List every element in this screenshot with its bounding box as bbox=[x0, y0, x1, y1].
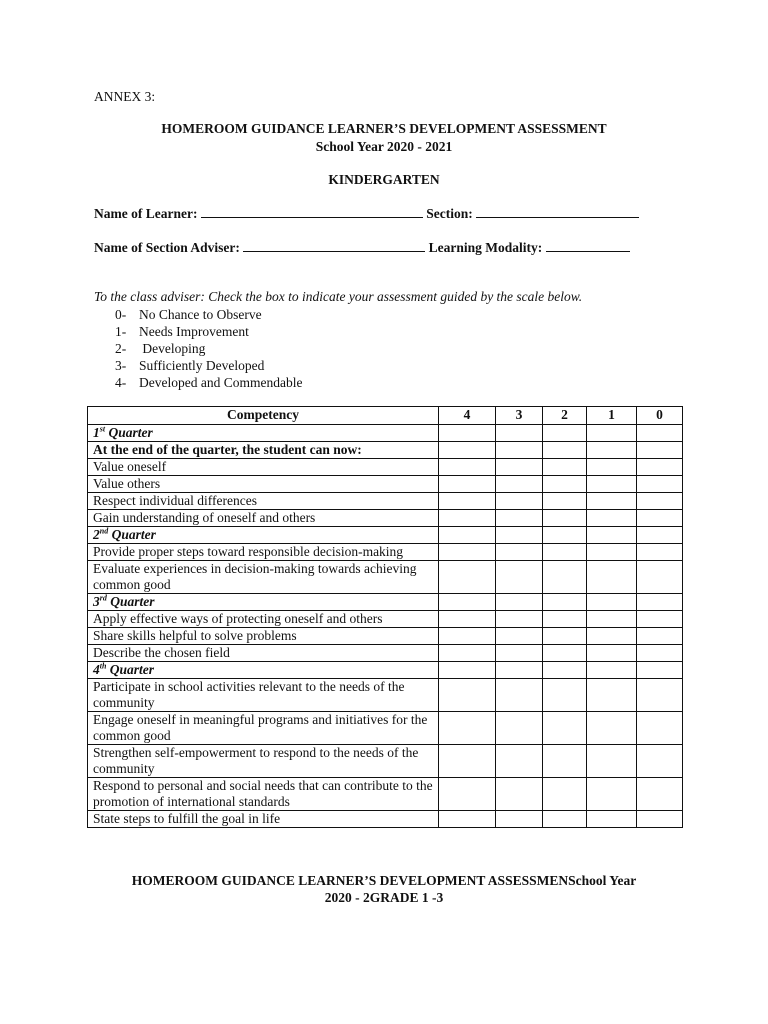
checkbox-cell-4[interactable] bbox=[439, 544, 496, 561]
checkbox-cell-3 bbox=[496, 527, 543, 544]
footer-title-line1: HOMEROOM GUIDANCE LEARNER’S DEVELOPMENT ASSESSMENSchool Year bbox=[131, 873, 637, 888]
checkbox-cell-2[interactable] bbox=[543, 493, 587, 510]
quarter-heading bbox=[88, 527, 439, 544]
checkbox-cell-0 bbox=[637, 442, 683, 459]
scale-label: Developing bbox=[139, 341, 206, 356]
checkbox-cell-3[interactable] bbox=[496, 544, 543, 561]
table-row bbox=[88, 679, 683, 712]
quarter-heading bbox=[88, 425, 439, 442]
checkbox-cell-0 bbox=[637, 425, 683, 442]
checkbox-cell-1[interactable] bbox=[587, 679, 637, 712]
checkbox-cell-1[interactable] bbox=[587, 611, 637, 628]
scale-label: No Chance to Observe bbox=[139, 307, 262, 322]
table-row bbox=[88, 645, 683, 662]
checkbox-cell-3 bbox=[496, 594, 543, 611]
checkbox-cell-0[interactable] bbox=[637, 611, 683, 628]
checkbox-cell-3[interactable] bbox=[496, 745, 543, 778]
checkbox-cell-2[interactable] bbox=[543, 679, 587, 712]
rating-scale-list bbox=[115, 306, 302, 391]
checkbox-cell-2[interactable] bbox=[543, 459, 587, 476]
footer-title-line2: 2020 - 2GRADE 1 -3 bbox=[324, 890, 444, 905]
checkbox-cell-1 bbox=[587, 662, 637, 679]
checkbox-cell-0[interactable] bbox=[637, 628, 683, 645]
checkbox-cell-4[interactable] bbox=[439, 745, 496, 778]
checkbox-cell-3[interactable] bbox=[496, 476, 543, 493]
learner-name-field[interactable] bbox=[201, 205, 423, 218]
scale-item bbox=[115, 340, 302, 357]
checkbox-cell-2[interactable] bbox=[543, 811, 587, 828]
checkbox-cell-3[interactable] bbox=[496, 778, 543, 811]
quarter-row bbox=[88, 662, 683, 679]
table-row bbox=[88, 459, 683, 476]
checkbox-cell-0[interactable] bbox=[637, 778, 683, 811]
checkbox-cell-3[interactable] bbox=[496, 628, 543, 645]
quarter-label: Quarter bbox=[109, 662, 155, 677]
header-score-2: 2 bbox=[543, 407, 587, 425]
checkbox-cell-2 bbox=[543, 662, 587, 679]
checkbox-cell-4[interactable] bbox=[439, 561, 496, 594]
checkbox-cell-3[interactable] bbox=[496, 645, 543, 662]
checkbox-cell-2[interactable] bbox=[543, 510, 587, 527]
adviser-name-field[interactable] bbox=[243, 239, 425, 252]
checkbox-cell-0[interactable] bbox=[637, 811, 683, 828]
checkbox-cell-4 bbox=[439, 425, 496, 442]
table-row bbox=[88, 493, 683, 510]
checkbox-cell-0[interactable] bbox=[637, 544, 683, 561]
checkbox-cell-3[interactable] bbox=[496, 611, 543, 628]
competency-text: Value others bbox=[88, 476, 439, 493]
checkbox-cell-1[interactable] bbox=[587, 476, 637, 493]
quarter-number: 2 bbox=[93, 527, 100, 542]
checkbox-cell-1[interactable] bbox=[587, 778, 637, 811]
checkbox-cell-2 bbox=[543, 425, 587, 442]
quarter-ordinal-suffix: th bbox=[99, 661, 107, 671]
quarter-label: Quarter bbox=[111, 527, 156, 542]
checkbox-cell-4[interactable] bbox=[439, 679, 496, 712]
checkbox-cell-4[interactable] bbox=[439, 459, 496, 476]
scale-label: Developed and Commendable bbox=[139, 375, 303, 390]
scale-label: Needs Improvement bbox=[139, 324, 249, 339]
checkbox-cell-3[interactable] bbox=[496, 493, 543, 510]
checkbox-cell-2[interactable] bbox=[543, 544, 587, 561]
table-row bbox=[88, 510, 683, 527]
checkbox-cell-3 bbox=[496, 425, 543, 442]
checkbox-cell-1[interactable] bbox=[587, 645, 637, 662]
competency-text: Provide proper steps toward responsible decision-making bbox=[88, 544, 439, 561]
learner-label: Name of Learner: bbox=[94, 206, 198, 221]
checkbox-cell-2 bbox=[543, 442, 587, 459]
competency-text: Respond to personal and social needs that can contribute to the promotion of international standards bbox=[88, 778, 439, 811]
checkbox-cell-1 bbox=[587, 425, 637, 442]
table-row bbox=[88, 611, 683, 628]
competency-text: Apply effective ways of protecting oneself and others bbox=[88, 611, 439, 628]
checkbox-cell-1[interactable] bbox=[587, 628, 637, 645]
checkbox-cell-1 bbox=[587, 594, 637, 611]
quarter-row bbox=[88, 425, 683, 442]
instruction-text: To the class adviser: Check the box to indicate your assessment guided by the scale below. bbox=[94, 289, 583, 304]
competency-text: Evaluate experiences in decision-making towards achieving common good bbox=[88, 561, 439, 594]
checkbox-cell-0[interactable] bbox=[637, 712, 683, 745]
checkbox-cell-4[interactable] bbox=[439, 645, 496, 662]
table-row bbox=[88, 745, 683, 778]
intro-text: At the end of the quarter, the student can now: bbox=[88, 442, 439, 459]
table-row bbox=[88, 712, 683, 745]
checkbox-cell-4 bbox=[439, 442, 496, 459]
checkbox-cell-2[interactable] bbox=[543, 476, 587, 493]
checkbox-cell-4 bbox=[439, 594, 496, 611]
checkbox-cell-2[interactable] bbox=[543, 745, 587, 778]
scale-number: 1- bbox=[115, 324, 127, 339]
checkbox-cell-2[interactable] bbox=[543, 712, 587, 745]
checkbox-cell-1 bbox=[587, 442, 637, 459]
school-year: School Year 2020 - 2021 bbox=[315, 139, 453, 154]
checkbox-cell-4[interactable] bbox=[439, 493, 496, 510]
competency-text: Participate in school activities relevant to the needs of the community bbox=[88, 679, 439, 712]
checkbox-cell-3[interactable] bbox=[496, 459, 543, 476]
table-row bbox=[88, 561, 683, 594]
header-score-3: 3 bbox=[496, 407, 543, 425]
checkbox-cell-0[interactable] bbox=[637, 561, 683, 594]
scale-item bbox=[115, 323, 302, 340]
checkbox-cell-1[interactable] bbox=[587, 811, 637, 828]
checkbox-cell-3[interactable] bbox=[496, 811, 543, 828]
checkbox-cell-3[interactable] bbox=[496, 510, 543, 527]
scale-number: 2- bbox=[115, 341, 127, 356]
checkbox-cell-4[interactable] bbox=[439, 811, 496, 828]
scale-label: Sufficiently Developed bbox=[139, 358, 265, 373]
quarter-ordinal-suffix: nd bbox=[99, 526, 109, 536]
competency-text: State steps to fulfill the goal in life bbox=[88, 811, 439, 828]
section-field[interactable] bbox=[476, 205, 639, 218]
checkbox-cell-1[interactable] bbox=[587, 712, 637, 745]
checkbox-cell-3[interactable] bbox=[496, 679, 543, 712]
checkbox-cell-0[interactable] bbox=[637, 459, 683, 476]
competency-text: Share skills helpful to solve problems bbox=[88, 628, 439, 645]
scale-item bbox=[115, 374, 302, 391]
table-row bbox=[88, 811, 683, 828]
checkbox-cell-1[interactable] bbox=[587, 459, 637, 476]
checkbox-cell-0 bbox=[637, 594, 683, 611]
quarter-row bbox=[88, 527, 683, 544]
competency-text: Gain understanding of oneself and others bbox=[88, 510, 439, 527]
checkbox-cell-1[interactable] bbox=[587, 493, 637, 510]
quarter-heading bbox=[88, 594, 439, 611]
scale-number: 4- bbox=[115, 375, 127, 390]
document-title: HOMEROOM GUIDANCE LEARNER’S DEVELOPMENT ASSESSMENT bbox=[161, 121, 607, 136]
checkbox-cell-3 bbox=[496, 442, 543, 459]
adviser-label: Name of Section Adviser: bbox=[94, 240, 240, 255]
quarter-number: 3 bbox=[93, 594, 100, 609]
annex-label: ANNEX 3: bbox=[94, 89, 156, 104]
competency-text: Engage oneself in meaningful programs and initiatives for the common good bbox=[88, 712, 439, 745]
header-score-0: 0 bbox=[637, 407, 683, 425]
checkbox-cell-0[interactable] bbox=[637, 645, 683, 662]
assessment-table bbox=[87, 406, 683, 828]
checkbox-cell-4[interactable] bbox=[439, 628, 496, 645]
quarter-number: 1 bbox=[93, 425, 100, 440]
scale-item bbox=[115, 306, 302, 323]
header-score-1: 1 bbox=[587, 407, 637, 425]
checkbox-cell-4 bbox=[439, 527, 496, 544]
checkbox-cell-3 bbox=[496, 662, 543, 679]
table-row bbox=[88, 628, 683, 645]
table-row bbox=[88, 778, 683, 811]
checkbox-cell-4[interactable] bbox=[439, 510, 496, 527]
checkbox-cell-2[interactable] bbox=[543, 778, 587, 811]
checkbox-cell-4[interactable] bbox=[439, 778, 496, 811]
learner-section-row bbox=[94, 205, 639, 222]
checkbox-cell-1 bbox=[587, 527, 637, 544]
scale-number: 3- bbox=[115, 358, 127, 373]
checkbox-cell-1[interactable] bbox=[587, 510, 637, 527]
scale-number: 0- bbox=[115, 307, 127, 322]
quarter-heading bbox=[88, 662, 439, 679]
header-score-4: 4 bbox=[439, 407, 496, 425]
checkbox-cell-0[interactable] bbox=[637, 745, 683, 778]
scale-item bbox=[115, 357, 302, 374]
checkbox-cell-2[interactable] bbox=[543, 611, 587, 628]
checkbox-cell-2[interactable] bbox=[543, 645, 587, 662]
grade-level: KINDERGARTEN bbox=[328, 172, 440, 187]
header-competency: Competency bbox=[88, 407, 439, 425]
quarter-label: Quarter bbox=[110, 594, 155, 609]
table-header-row bbox=[88, 407, 683, 425]
quarter-ordinal-suffix: rd bbox=[99, 593, 107, 603]
checkbox-cell-2 bbox=[543, 594, 587, 611]
checkbox-cell-0[interactable] bbox=[637, 510, 683, 527]
competency-text: Strengthen self-empowerment to respond to the needs of the community bbox=[88, 745, 439, 778]
checkbox-cell-3[interactable] bbox=[496, 712, 543, 745]
quarter-ordinal-suffix: st bbox=[99, 424, 106, 434]
checkbox-cell-2[interactable] bbox=[543, 561, 587, 594]
checkbox-cell-0[interactable] bbox=[637, 476, 683, 493]
modality-field[interactable] bbox=[546, 239, 630, 252]
competency-text: Respect individual differences bbox=[88, 493, 439, 510]
checkbox-cell-2[interactable] bbox=[543, 628, 587, 645]
section-label: Section: bbox=[426, 206, 473, 221]
checkbox-cell-0[interactable] bbox=[637, 679, 683, 712]
quarter-label: Quarter bbox=[108, 425, 153, 440]
intro-row bbox=[88, 442, 683, 459]
assessment-table-body bbox=[88, 425, 683, 828]
adviser-modality-row bbox=[94, 239, 630, 256]
quarter-number: 4 bbox=[93, 662, 100, 677]
checkbox-cell-3[interactable] bbox=[496, 561, 543, 594]
checkbox-cell-1[interactable] bbox=[587, 745, 637, 778]
checkbox-cell-4[interactable] bbox=[439, 476, 496, 493]
checkbox-cell-4 bbox=[439, 662, 496, 679]
quarter-row bbox=[88, 594, 683, 611]
competency-text: Describe the chosen field bbox=[88, 645, 439, 662]
table-row bbox=[88, 544, 683, 561]
checkbox-cell-2 bbox=[543, 527, 587, 544]
competency-text: Value oneself bbox=[88, 459, 439, 476]
checkbox-cell-0[interactable] bbox=[637, 493, 683, 510]
checkbox-cell-4[interactable] bbox=[439, 611, 496, 628]
checkbox-cell-0 bbox=[637, 527, 683, 544]
modality-label: Learning Modality: bbox=[428, 240, 543, 255]
checkbox-cell-4[interactable] bbox=[439, 712, 496, 745]
checkbox-cell-1[interactable] bbox=[587, 561, 637, 594]
checkbox-cell-1[interactable] bbox=[587, 544, 637, 561]
table-row bbox=[88, 476, 683, 493]
checkbox-cell-0 bbox=[637, 662, 683, 679]
